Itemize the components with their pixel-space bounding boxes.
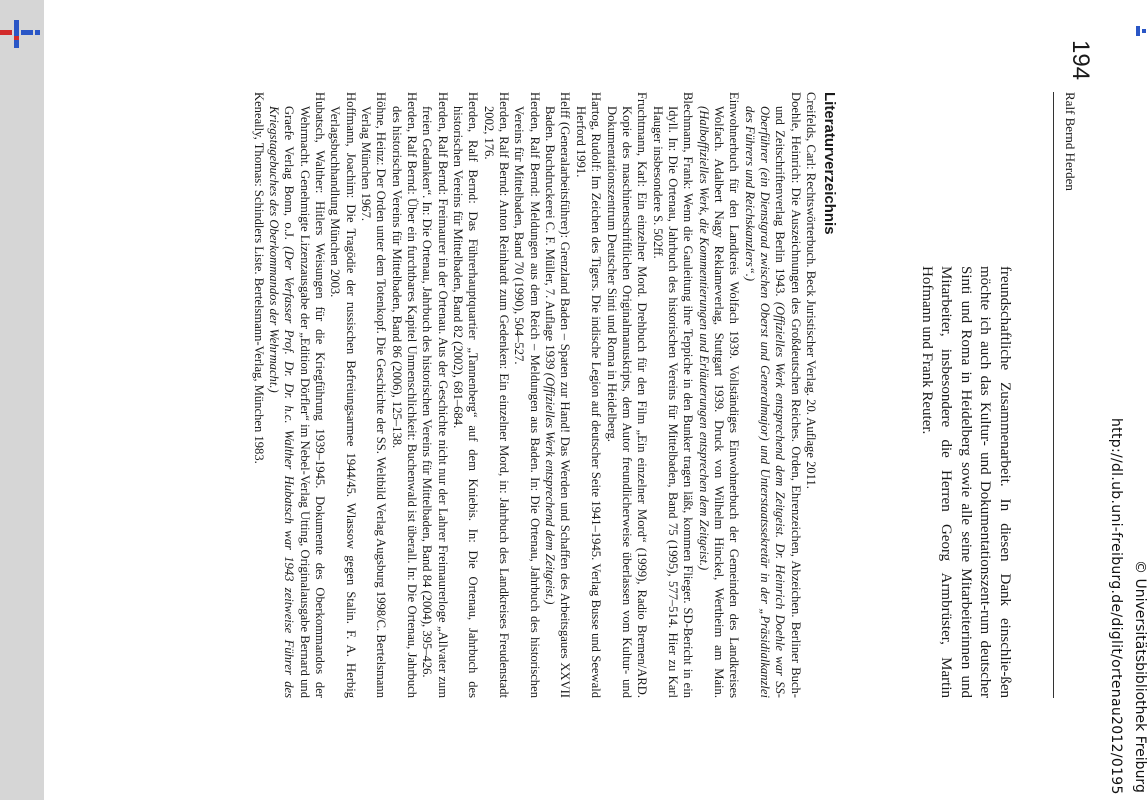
section-title: Literaturverzeichnis <box>821 92 838 235</box>
running-head: Ralf Bernd Herden <box>1063 92 1078 191</box>
bibliography-entry: Herden, Ralf Bernd: Über ein furchtbares Kapitel Unmenschlichkeit: Buchenwald ist überall. In: Die Ortenau, Jahrbuch des historischen Vereins für Mittelbaden, Band 86 (2006), 125–138. <box>389 92 420 698</box>
permalink-url[interactable]: http://dl.ub.uni-freiburg.de/diglit/ortenau2012/0195 <box>1108 418 1124 795</box>
bibliography-entry: Helff (Generalarbeitsführer): Grenzland Baden – Spaten zur Hand! Das Werden und Schaffen des Arbeitsgaues XXVII Baden. Buchdruckerei C. F. Müller, 7. Auflage 1939 (Offizielles Werk entsprechend dem Zeitgeist.) <box>543 92 573 698</box>
bibliography-entry: Herden, Ralf Bernd: Meldungen aus dem Reich – Meldungen aus Baden. In: Die Ortenau, Jahrbuch des historischen Vereins für Mittelbaden, Band 70 (1990), 504–527. <box>512 92 542 698</box>
viewer-left-rail <box>0 0 44 800</box>
bibliography-entry: Fruchtmann, Karl: Ein einzelner Mord. Drehbuch für den Film „Ein einzelner Mord“ (1999), Radio Bremen/ARD. Kopie des maschinenschriftlichen Originalmanuskripts, dem Autor freundlicherweise überlassen vom Kultur- und Dokumentationszentrum Deutscher Sinti und Roma in Heidelberg. <box>604 92 650 698</box>
bibliography-entry: Einwohnerbuch für den Landkreis Wolfach 1939. Vollständiges Einwohnerbuch der Gemeinden des Landkreises Wolfach. Adalbert Nagy Reklameverlag, Stuttgart 1939. Druck von Wilhelm Hinckel, Wertheim am Main. (Halboffizielles Werk, die Kommentierungen und Erläuterungen entsprechen dem Zeitgeist.) <box>696 92 742 698</box>
bibliography-entry: Doehle, Heinrich: Die Auszeichnungen des Großdeutschen Reiches. Orden, Ehrenzeichen, Abzeichen. Berliner Buch- und Zeitschriftenverlag Berlin 1943. (Offizielles Werk entsprechend dem Zeitgeist. Dr. Heinrich Doehle war SS-Oberführer (ein Dienstgrad zwischen Oberst und Generalmajor) und Unterstaatssekretär in der „Präsidialkanzlei des Führers und Reichskanzlers“.) <box>742 92 803 698</box>
scanned-page <box>100 40 1100 800</box>
bibliography-entry: Herden, Ralf Bernd: Das Führerhauptquartier „Tannenberg“ auf dem Kniebis. In: Die Ortenau, Jahrbuch des historischen Vereins für Mittelbaden, Band 82 (2002), 681–684. <box>451 92 481 698</box>
bibliography-entry: Höhne, Heinz: Der Orden unter dem Totenkopf. Die Geschichte der SS. Weltbild Verlag Augsburg 1998/C. Bertelsmann Verlag München 1967. <box>359 92 389 698</box>
bibliography-entry: Blechmann, Frank: Wenn die Gauleitung ihre Teppiche in den Bunker tragen läßt, kommen Flieger. SD-Bericht in ein Idyll. In: Die Ortenau, Jahrbuch des historischen Vereins für Mittelbaden, Band 75 (1995), 577–514. Hier zu Karl Hauger insbesondere S. 502ff. <box>650 92 696 698</box>
bibliography-entry: Herden, Ralf Bernd: Freimaurer in der Ortenau. Aus der Geschichte nicht nur der Lahrer Freimaurerloge „Allvater zum freien Gedanken“. In: Die Ortenau, Jahrbuch des historischen Vereins für Mittelbaden, Band 84 (2004), 395–426. <box>420 92 450 698</box>
bibliography-entry: Hartog, Rudolf: Im Zeichen des Tigers. Die indische Legion auf deutscher Seite 1941–1945. Verlag Busse und Seewald Herford 1991. <box>573 92 604 698</box>
page-number: 194 <box>1067 40 1094 81</box>
bibliography-entry: Keneally, Thomas: Schindlers Liste. Bertelsmann-Verlag, München 1983. <box>251 92 266 464</box>
intro-paragraph: freundschaftliche Zusammenarbeit. In diesen Dank einschlie-ßen möchte ich auch das Kultur- und Dokumentationszent-rum deutscher Sinti und Roma in Heidelberg sowie alle seine Mitarbeiterinnen und Mitarbeiter, insbesondere die Herren Georg Armbrüster, Martin Hofmann und Frank Reuter. <box>918 266 1013 698</box>
copyright-notice: © Universitätsbibliothek Freiburg <box>1132 560 1148 793</box>
corner-logo-icon <box>1134 24 1148 38</box>
header-rule <box>1053 92 1054 698</box>
bibliography-entry: Creifelds, Carl: Rechtswörterbuch. Beck Juristischer Verlag. 20. Auflage 2011. <box>804 92 818 489</box>
bibliography-list <box>250 92 818 698</box>
bibliography-entry: Hoffmann, Joachim: Die Tragödie der russischen Befreiungsarmee 1944/45. Wlassow gegen Stalin. F. A. Herbig Verlagsbuchhandlung München 2003. <box>328 92 358 698</box>
bibliography-entry: Hubatsch, Walther: Hitlers Weisungen für die Kriegführung 1939–1945. Dokumente des Oberkommandos der Wehrmacht. Genehmigte Lizenzausgabe der „Edition Dörfler“ im Nebel-Verlag Utting, Originalausgabe Bernard und Graefe Verlag Bonn, o.J. (Der Verfasser Prof. Dr. Dr. h.c. Walther Hubatsch war 1943 zeitweise Führer des Kriegstagebuches des Oberkommandos der Wehrmacht.) <box>266 92 327 698</box>
library-logo-icon <box>0 0 44 56</box>
bibliography-entry: Herden, Ralf Bernd: Anton Reinhardt zum Gedenken: Ein einzelner Mord, in: Jahrbuch des Landkreises Freudenstadt 2002, 176. <box>481 92 512 698</box>
